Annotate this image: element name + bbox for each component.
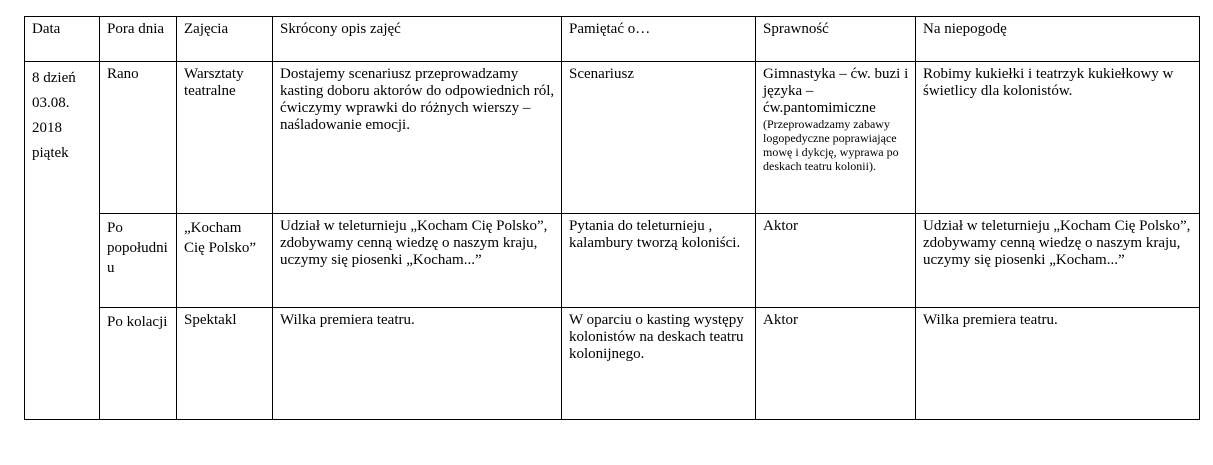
- table-header-row: [25, 17, 1200, 62]
- header-description: Skrócony opis zajęć: [273, 17, 562, 62]
- cell-activity: „Kocham Cię Polsko”: [177, 214, 273, 308]
- header-bad-weather: Na niepogodę: [916, 17, 1200, 62]
- cell-skill: Aktor: [756, 214, 916, 308]
- table-row: [25, 214, 1200, 308]
- cell-description: Udział w teleturnieju „Kocham Cię Polsko”, zdobywamy cenną wiedzę o naszym kraju, uczymy się piosenki „Kocham...”: [273, 214, 562, 308]
- cell-time-of-day: Po kolacji: [100, 308, 177, 420]
- day-weekday: piątek: [32, 145, 69, 161]
- day-year: 2018: [32, 120, 62, 136]
- cell-bad-weather: Udział w teleturnieju „Kocham Cię Polsko”, zdobywamy cenną wiedzę o naszym kraju, uczymy się piosenki „Kocham...”: [916, 214, 1200, 308]
- cell-remember: Scenariusz: [562, 62, 756, 214]
- day-date-cell: [25, 62, 100, 420]
- table-row: [25, 62, 1200, 214]
- cell-bad-weather: Wilka premiera teatru.: [916, 308, 1200, 420]
- header-time-of-day: Pora dnia: [100, 17, 177, 62]
- cell-bad-weather: Robimy kukiełki i teatrzyk kukiełkowy w świetlicy dla kolonistów.: [916, 62, 1200, 214]
- header-activity: Zajęcia: [177, 17, 273, 62]
- camp-schedule-table: [24, 16, 1200, 420]
- day-number: 8 dzień: [32, 70, 76, 86]
- skill-note: (Przeprowadzamy zabawy logopedyczne poprawiające mowę i dykcję, wyprawa po deskach teatru kolonii).: [763, 117, 899, 173]
- cell-remember: W oparciu o kasting występy kolonistów na deskach teatru kolonijnego.: [562, 308, 756, 420]
- day-date: 03.08.: [32, 95, 70, 111]
- header-skill: Sprawność: [756, 17, 916, 62]
- cell-activity: Warsztaty teatralne: [177, 62, 273, 214]
- cell-remember: Pytania do teleturnieju , kalambury tworzą koloniści.: [562, 214, 756, 308]
- cell-skill: Aktor: [756, 308, 916, 420]
- table-row: [25, 308, 1200, 420]
- cell-time-of-day: Rano: [100, 62, 177, 214]
- cell-skill: [756, 62, 916, 214]
- cell-description: Wilka premiera teatru.: [273, 308, 562, 420]
- cell-activity: Spektakl: [177, 308, 273, 420]
- skill-text: Gimnastyka – ćw. buzi i języka – ćw.pantomimiczne: [763, 66, 909, 116]
- cell-time-of-day: Po popołudniu: [100, 214, 177, 308]
- cell-description: Dostajemy scenariusz przeprowadzamy kasting doboru aktorów do odpowiednich ról, ćwiczymy wprawki do różnych wierszy – naśladowanie emocji.: [273, 62, 562, 214]
- header-date: Data: [25, 17, 100, 62]
- header-remember: Pamiętać o…: [562, 17, 756, 62]
